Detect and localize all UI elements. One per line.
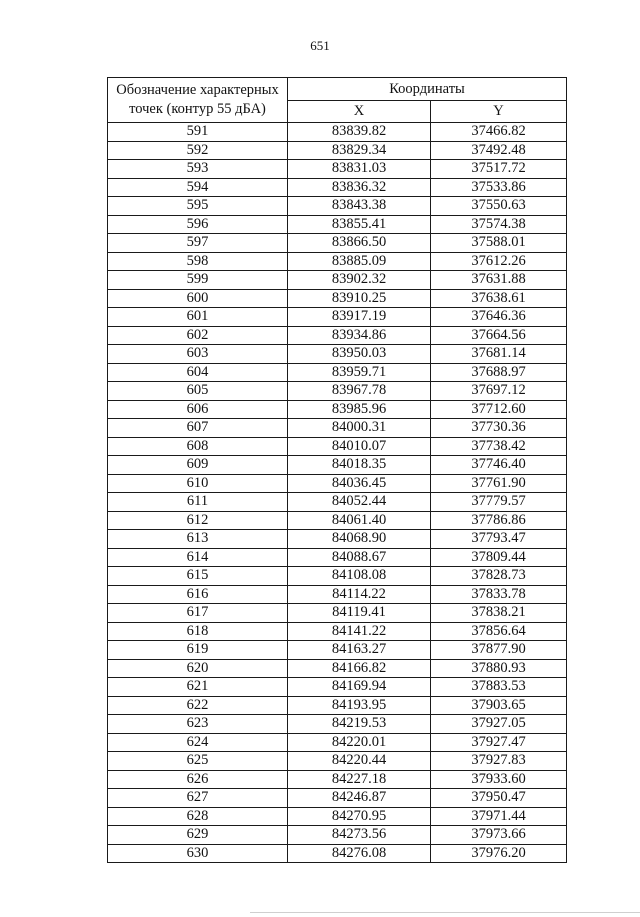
cell-point: 595 (108, 197, 288, 216)
cell-point: 600 (108, 289, 288, 308)
cell-y: 37950.47 (431, 789, 567, 808)
cell-point: 619 (108, 641, 288, 660)
cell-y: 37688.97 (431, 363, 567, 382)
cell-point: 597 (108, 234, 288, 253)
cell-point: 604 (108, 363, 288, 382)
cell-point: 611 (108, 493, 288, 512)
cell-x: 84270.95 (288, 807, 431, 826)
table-row (108, 141, 567, 160)
cell-point: 617 (108, 604, 288, 623)
cell-y: 37976.20 (431, 844, 567, 863)
cell-point: 602 (108, 326, 288, 345)
cell-y: 37793.47 (431, 530, 567, 549)
cell-point: 622 (108, 696, 288, 715)
cell-point: 594 (108, 178, 288, 197)
table-row (108, 474, 567, 493)
cell-y: 37466.82 (431, 123, 567, 142)
table-row (108, 696, 567, 715)
table-row (108, 178, 567, 197)
cell-y: 37730.36 (431, 419, 567, 438)
cell-y: 37612.26 (431, 252, 567, 271)
table-row (108, 807, 567, 826)
cell-y: 37973.66 (431, 826, 567, 845)
cell-x: 83967.78 (288, 382, 431, 401)
table-row (108, 160, 567, 179)
table-row (108, 289, 567, 308)
table-row (108, 585, 567, 604)
cell-y: 37550.63 (431, 197, 567, 216)
cell-y: 37761.90 (431, 474, 567, 493)
table-row (108, 326, 567, 345)
table-row (108, 493, 567, 512)
cell-x: 83910.25 (288, 289, 431, 308)
cell-y: 37646.36 (431, 308, 567, 327)
cell-point: 598 (108, 252, 288, 271)
cell-x: 83836.32 (288, 178, 431, 197)
cell-x: 83917.19 (288, 308, 431, 327)
cell-x: 84193.95 (288, 696, 431, 715)
cell-y: 37574.38 (431, 215, 567, 234)
table-row (108, 437, 567, 456)
cell-point: 624 (108, 733, 288, 752)
table-row (108, 123, 567, 142)
cell-y: 37927.05 (431, 715, 567, 734)
cell-point: 628 (108, 807, 288, 826)
table-row (108, 752, 567, 771)
cell-x: 84220.01 (288, 733, 431, 752)
cell-x: 83843.38 (288, 197, 431, 216)
table-row (108, 197, 567, 216)
cell-y: 37517.72 (431, 160, 567, 179)
cell-y: 37712.60 (431, 400, 567, 419)
cell-x: 84108.08 (288, 567, 431, 586)
cell-y: 37809.44 (431, 548, 567, 567)
table-row (108, 308, 567, 327)
header-x: X (288, 101, 431, 123)
cell-x: 84061.40 (288, 511, 431, 530)
table-row (108, 548, 567, 567)
cell-x: 84246.87 (288, 789, 431, 808)
cell-point: 609 (108, 456, 288, 475)
table-row (108, 252, 567, 271)
cell-y: 37856.64 (431, 622, 567, 641)
table-header (108, 78, 567, 123)
cell-point: 593 (108, 160, 288, 179)
cell-x: 84000.31 (288, 419, 431, 438)
cell-point: 616 (108, 585, 288, 604)
cell-point: 620 (108, 659, 288, 678)
table-row (108, 844, 567, 863)
scan-edge-line (250, 912, 640, 913)
cell-y: 37877.90 (431, 641, 567, 660)
cell-y: 37971.44 (431, 807, 567, 826)
table-row (108, 659, 567, 678)
table-row (108, 215, 567, 234)
cell-point: 612 (108, 511, 288, 530)
cell-y: 37779.57 (431, 493, 567, 512)
cell-point: 605 (108, 382, 288, 401)
cell-y: 37681.14 (431, 345, 567, 364)
cell-point: 601 (108, 308, 288, 327)
cell-y: 37933.60 (431, 770, 567, 789)
cell-point: 626 (108, 770, 288, 789)
cell-x: 83855.41 (288, 215, 431, 234)
cell-x: 84166.82 (288, 659, 431, 678)
cell-point: 603 (108, 345, 288, 364)
cell-y: 37746.40 (431, 456, 567, 475)
cell-y: 37903.65 (431, 696, 567, 715)
cell-x: 83934.86 (288, 326, 431, 345)
cell-x: 84018.35 (288, 456, 431, 475)
page-number: 651 (310, 38, 330, 53)
cell-y: 37828.73 (431, 567, 567, 586)
cell-x: 83829.34 (288, 141, 431, 160)
cell-point: 621 (108, 678, 288, 697)
cell-y: 37786.86 (431, 511, 567, 530)
cell-x: 83839.82 (288, 123, 431, 142)
cell-point: 615 (108, 567, 288, 586)
cell-x: 84088.67 (288, 548, 431, 567)
cell-x: 84010.07 (288, 437, 431, 456)
cell-point: 614 (108, 548, 288, 567)
cell-y: 37738.42 (431, 437, 567, 456)
table-body (108, 123, 567, 863)
table-row (108, 641, 567, 660)
cell-x: 83985.96 (288, 400, 431, 419)
table-row (108, 770, 567, 789)
cell-y: 37927.47 (431, 733, 567, 752)
cell-x: 84052.44 (288, 493, 431, 512)
cell-x: 84169.94 (288, 678, 431, 697)
cell-x: 84227.18 (288, 770, 431, 789)
table-row (108, 363, 567, 382)
cell-y: 37664.56 (431, 326, 567, 345)
cell-point: 591 (108, 123, 288, 142)
cell-x: 84036.45 (288, 474, 431, 493)
cell-point: 623 (108, 715, 288, 734)
cell-x: 84219.53 (288, 715, 431, 734)
cell-x: 83950.03 (288, 345, 431, 364)
cell-point: 606 (108, 400, 288, 419)
cell-point: 625 (108, 752, 288, 771)
cell-y: 37880.93 (431, 659, 567, 678)
cell-point: 599 (108, 271, 288, 290)
cell-point: 607 (108, 419, 288, 438)
cell-y: 37533.86 (431, 178, 567, 197)
table-row (108, 382, 567, 401)
header-row (108, 78, 567, 101)
cell-y: 37492.48 (431, 141, 567, 160)
table-row (108, 678, 567, 697)
coordinates-table (107, 77, 567, 863)
table-row (108, 456, 567, 475)
cell-y: 37927.83 (431, 752, 567, 771)
table-row (108, 234, 567, 253)
table-row (108, 733, 567, 752)
header-coordinates: Координаты (288, 78, 567, 101)
cell-point: 596 (108, 215, 288, 234)
table-row (108, 345, 567, 364)
cell-x: 83959.71 (288, 363, 431, 382)
cell-y: 37631.88 (431, 271, 567, 290)
cell-x: 84068.90 (288, 530, 431, 549)
table-row (108, 271, 567, 290)
table-row (108, 511, 567, 530)
cell-point: 630 (108, 844, 288, 863)
cell-x: 84220.44 (288, 752, 431, 771)
cell-x: 83831.03 (288, 160, 431, 179)
table-row (108, 567, 567, 586)
cell-point: 618 (108, 622, 288, 641)
cell-x: 84141.22 (288, 622, 431, 641)
cell-point: 608 (108, 437, 288, 456)
cell-point: 629 (108, 826, 288, 845)
cell-x: 84276.08 (288, 844, 431, 863)
table-row (108, 789, 567, 808)
header-point-designation: Обозначение характерных точек (контур 55 дБА) (108, 78, 288, 123)
cell-y: 37697.12 (431, 382, 567, 401)
table-row (108, 400, 567, 419)
table-row (108, 604, 567, 623)
header-y: Y (431, 101, 567, 123)
cell-x: 83885.09 (288, 252, 431, 271)
cell-x: 84119.41 (288, 604, 431, 623)
cell-x: 84114.22 (288, 585, 431, 604)
cell-y: 37588.01 (431, 234, 567, 253)
cell-y: 37833.78 (431, 585, 567, 604)
table-row (108, 715, 567, 734)
cell-x: 84273.56 (288, 826, 431, 845)
cell-point: 610 (108, 474, 288, 493)
cell-y: 37838.21 (431, 604, 567, 623)
cell-point: 627 (108, 789, 288, 808)
table-row (108, 419, 567, 438)
table-row (108, 826, 567, 845)
table-row (108, 622, 567, 641)
cell-y: 37883.53 (431, 678, 567, 697)
cell-point: 613 (108, 530, 288, 549)
cell-x: 84163.27 (288, 641, 431, 660)
cell-x: 83866.50 (288, 234, 431, 253)
cell-x: 83902.32 (288, 271, 431, 290)
table-row (108, 530, 567, 549)
cell-point: 592 (108, 141, 288, 160)
cell-y: 37638.61 (431, 289, 567, 308)
